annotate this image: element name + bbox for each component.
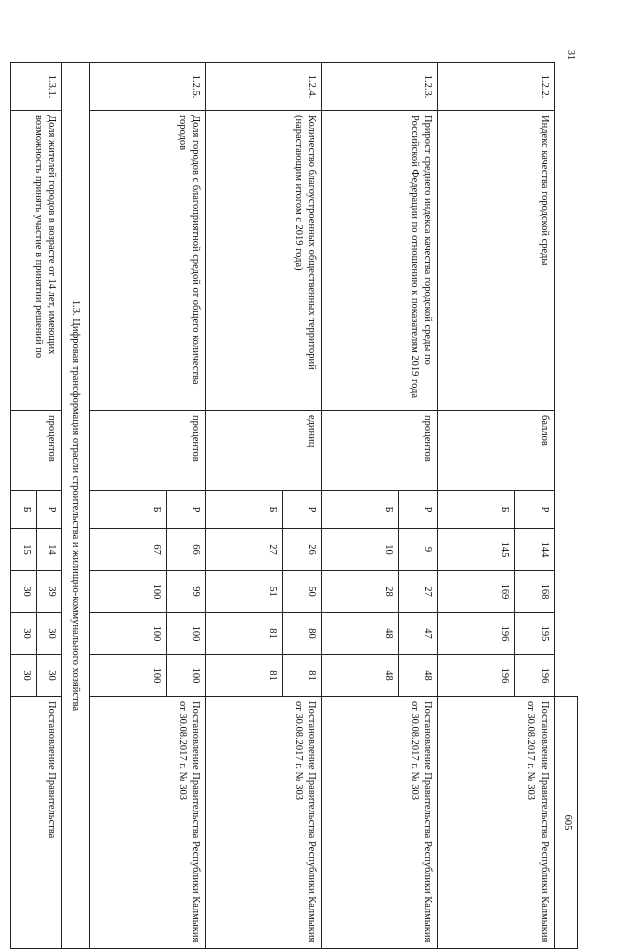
value-cell: 196: [438, 613, 515, 655]
value-cell: 30: [11, 571, 37, 613]
value-cell: 81: [282, 655, 321, 697]
value-cell: 30: [11, 655, 37, 697]
row-number: 1.2.4.: [206, 63, 322, 111]
type-cell: Р: [166, 491, 205, 529]
top-row: [554, 63, 577, 949]
section-row: [62, 63, 90, 949]
indicator-name: Доля жителей городов в возрасте от 14 лет, имеющих возможность принять участие в принятии решений по: [11, 111, 62, 411]
unit: баллов: [438, 411, 554, 491]
source-cell: Постановление Правительства Республики Калмыкия от 30.08.2017 г. № 303: [90, 697, 206, 949]
top-extra-cell: 605: [554, 697, 577, 949]
type-cell: Б: [11, 491, 37, 529]
table-row: [166, 63, 205, 949]
value-cell: 100: [90, 613, 167, 655]
unit: процентов: [11, 411, 62, 491]
unit: процентов: [90, 411, 206, 491]
value-cell: 47: [399, 613, 438, 655]
type-cell: Б: [322, 491, 399, 529]
type-cell: Б: [438, 491, 515, 529]
source-cell: Постановление Правительства Республики Калмыкия от 30.08.2017 г. № 303: [438, 697, 554, 949]
value-cell: 81: [206, 655, 283, 697]
value-cell: 14: [36, 529, 62, 571]
value-cell: 51: [206, 571, 283, 613]
value-cell: 196: [515, 655, 554, 697]
value-cell: 10: [322, 529, 399, 571]
value-cell: 30: [36, 655, 62, 697]
value-cell: 27: [399, 571, 438, 613]
row-number: 1.3.1.: [11, 63, 62, 111]
value-cell: 80: [282, 613, 321, 655]
type-cell: Р: [399, 491, 438, 529]
source-cell: Постановление Правительства: [11, 697, 62, 949]
value-cell: 196: [438, 655, 515, 697]
value-cell: 169: [438, 571, 515, 613]
value-cell: 145: [438, 529, 515, 571]
value-cell: 48: [399, 655, 438, 697]
value-cell: 100: [166, 655, 205, 697]
value-cell: 27: [206, 529, 283, 571]
value-cell: 99: [166, 571, 205, 613]
page-number: 31: [565, 50, 576, 60]
indicator-name: Индекс качества городской среды: [438, 111, 554, 411]
row-number: 1.2.5.: [90, 63, 206, 111]
table-row: [399, 63, 438, 949]
value-cell: 48: [322, 655, 399, 697]
type-cell: Р: [515, 491, 554, 529]
value-cell: 100: [90, 655, 167, 697]
value-cell: 30: [36, 613, 62, 655]
table-row: [36, 63, 62, 949]
value-cell: 39: [36, 571, 62, 613]
value-cell: 48: [322, 613, 399, 655]
section-title: 1.3. Цифровая трансформация отрасли строительства и жилищно-коммунального хозяйства: [62, 63, 90, 949]
indicator-name: Прирост среднего индекса качества городской среды по Российской Федерации по отношению к показателям 2019 года: [322, 111, 438, 411]
source-cell: Постановление Правительства Республики Калмыкия от 30.08.2017 г. № 303: [322, 697, 438, 949]
table-row: [515, 63, 554, 949]
row-number: 1.2.2.: [438, 63, 554, 111]
type-cell: Р: [36, 491, 62, 529]
row-number: 1.2.3.: [322, 63, 438, 111]
value-cell: 195: [515, 613, 554, 655]
value-cell: 100: [166, 613, 205, 655]
value-cell: 26: [282, 529, 321, 571]
value-cell: 66: [166, 529, 205, 571]
value-cell: 30: [11, 613, 37, 655]
value-cell: 9: [399, 529, 438, 571]
indicator-table: [10, 62, 578, 949]
value-cell: 81: [206, 613, 283, 655]
source-cell: Постановление Правительства Республики Калмыкия от 30.08.2017 г. № 303: [206, 697, 322, 949]
value-cell: 67: [90, 529, 167, 571]
type-cell: Б: [90, 491, 167, 529]
value-cell: 28: [322, 571, 399, 613]
type-cell: Б: [206, 491, 283, 529]
type-cell: Р: [282, 491, 321, 529]
value-cell: 168: [515, 571, 554, 613]
value-cell: 15: [11, 529, 37, 571]
table-row: [282, 63, 321, 949]
rotated-table: [10, 62, 578, 948]
value-cell: 144: [515, 529, 554, 571]
unit: процентов: [322, 411, 438, 491]
unit: единиц: [206, 411, 322, 491]
value-cell: 50: [282, 571, 321, 613]
indicator-name: Количество благоустроенных общественных территорий (нарастающим итогом с 2019 года): [206, 111, 322, 411]
indicator-name: Доля городов с благоприятной средой от общего количества городов: [90, 111, 206, 411]
value-cell: 100: [90, 571, 167, 613]
